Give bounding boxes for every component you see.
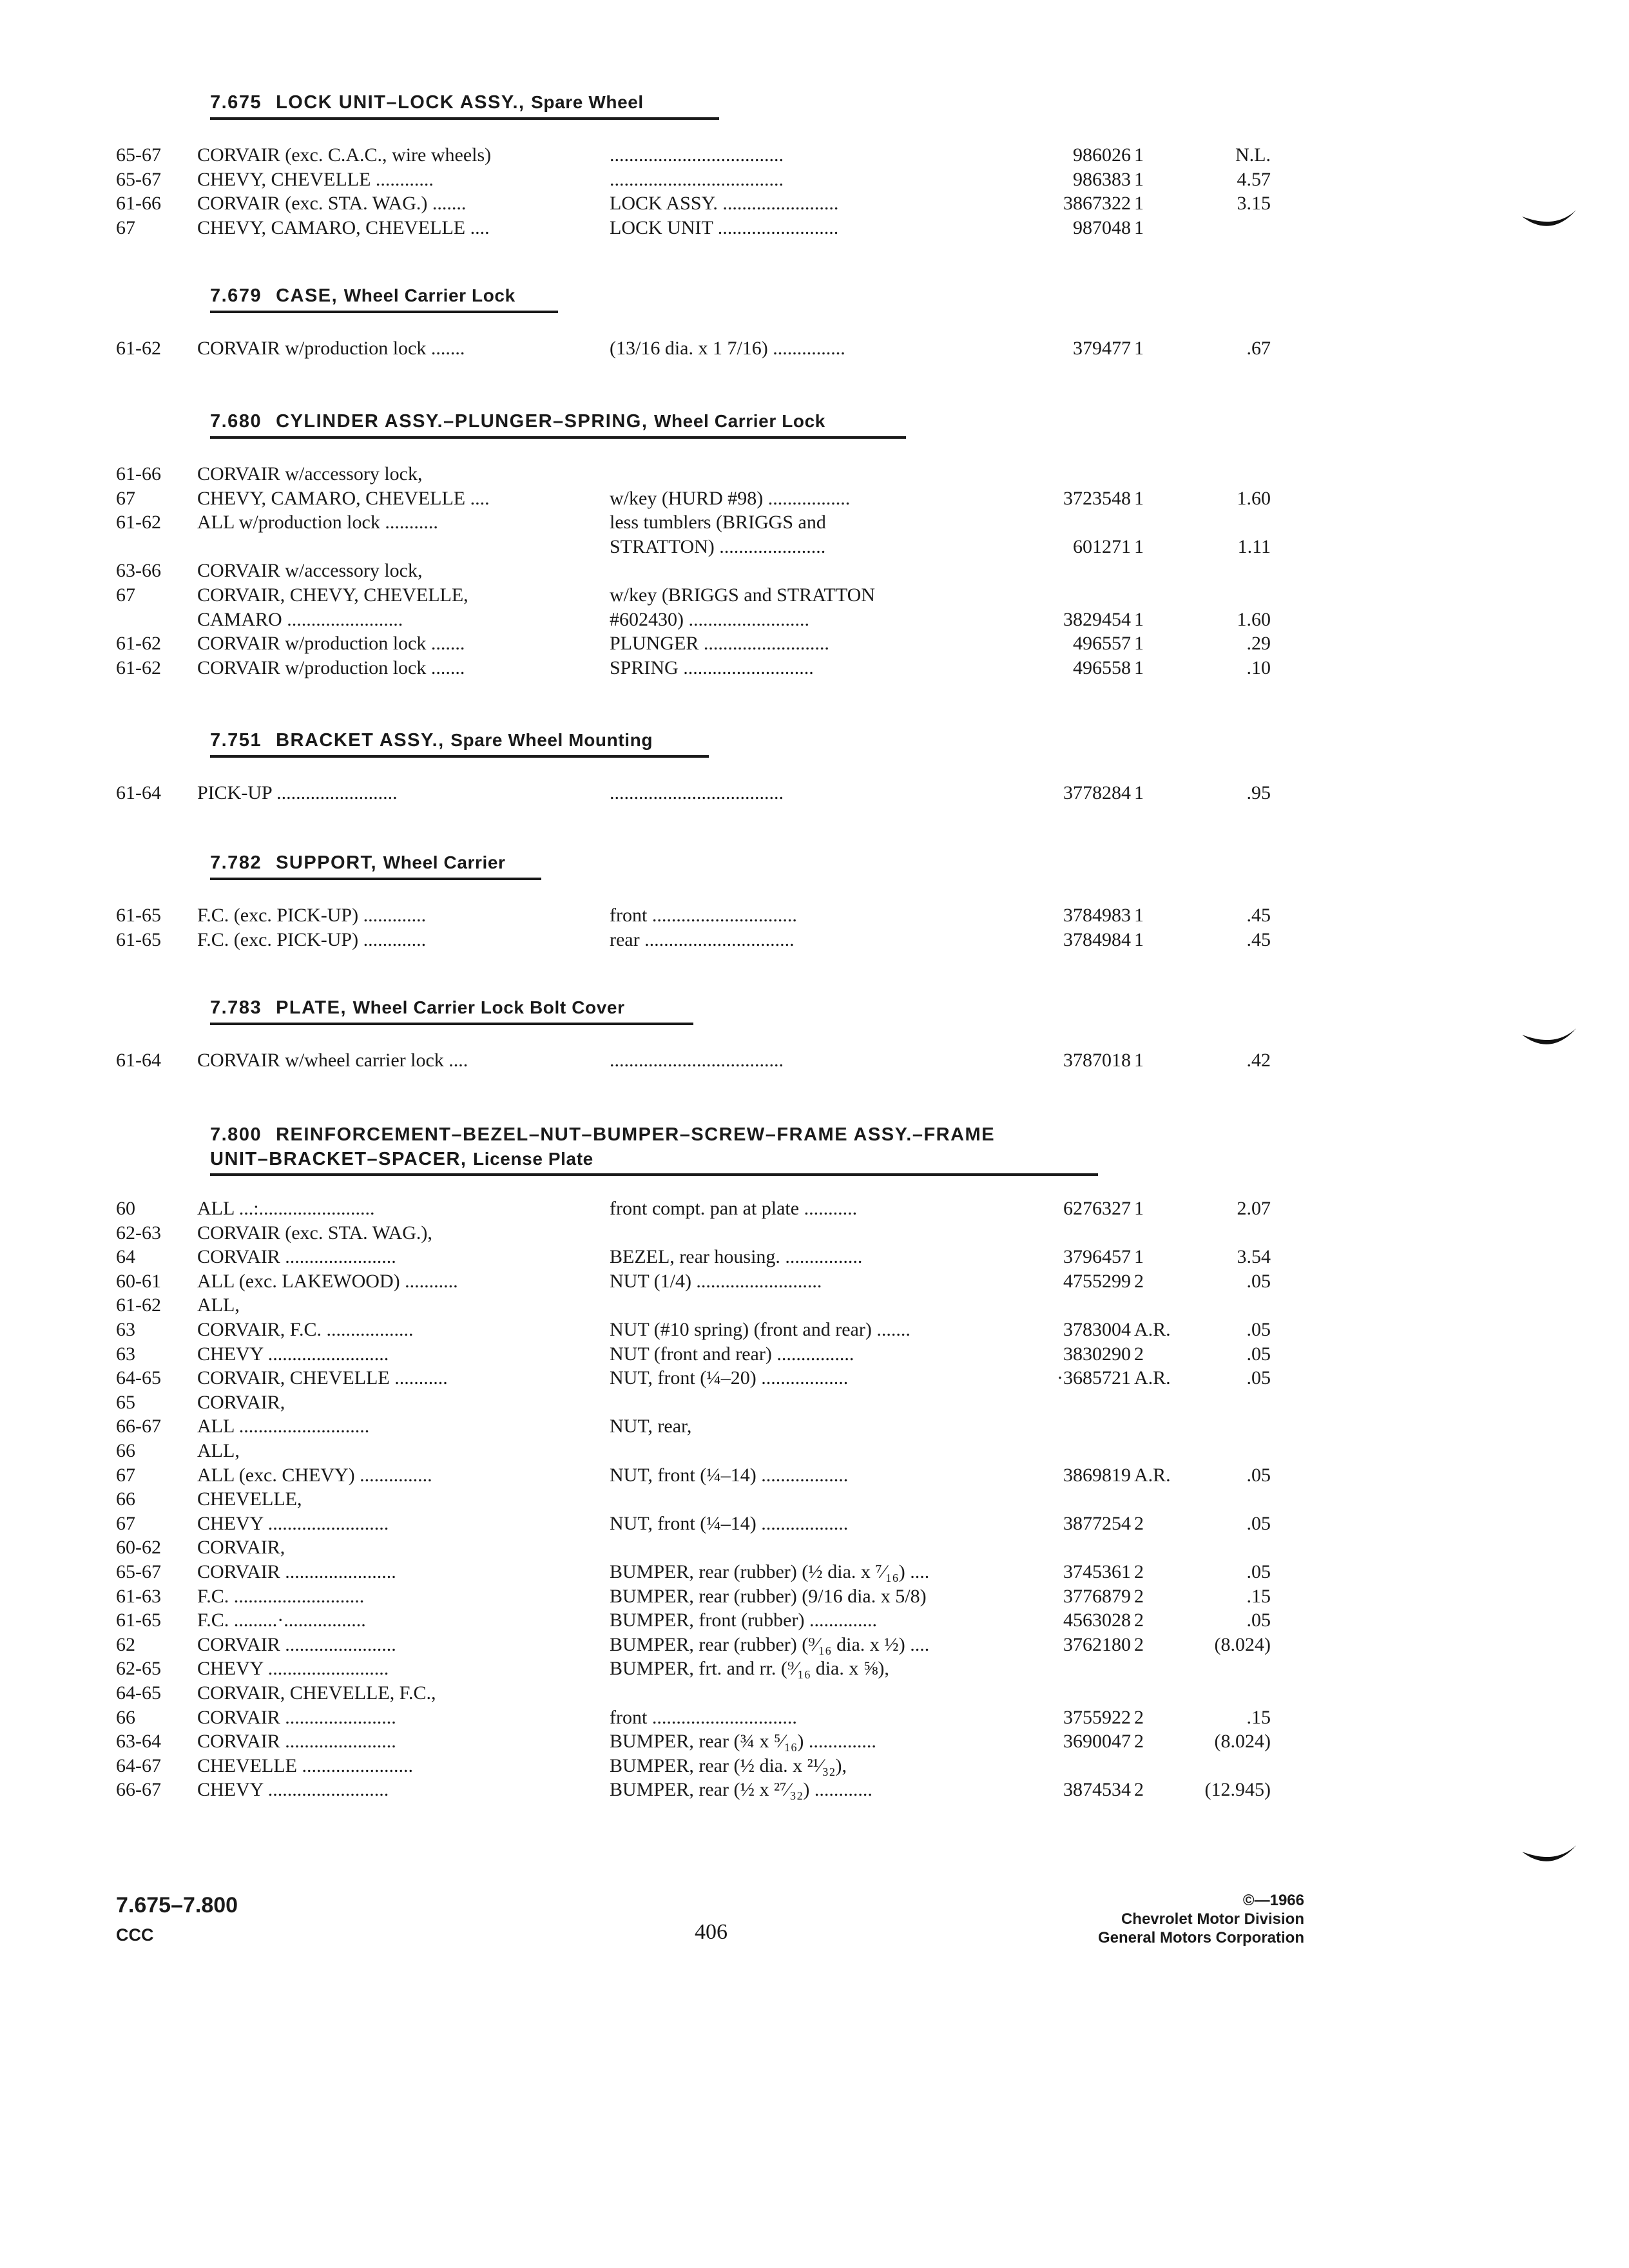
part-number: 3830290 [1063,1343,1131,1365]
model-year: 66 [116,1440,135,1461]
section-heading [210,850,506,875]
list-price: .95 [1246,782,1271,803]
model-year: 66-67 [116,1416,161,1437]
list-price: 3.54 [1237,1246,1271,1268]
part-description: NUT (1/4) .......................... [610,1270,822,1292]
parts-row [0,143,1629,168]
parts-row [0,1463,1629,1488]
vehicle-model: CHEVY ......................... [197,1343,389,1365]
parts-row [0,1754,1629,1778]
copyright: ©—1966 [1242,1892,1304,1909]
part-description: NUT (front and rear) ................ [610,1343,854,1365]
vehicle-model: CORVAIR, [197,1537,285,1559]
section-range: 7.675–7.800 [116,1893,238,1917]
section-heading [210,995,625,1020]
model-year: 61-65 [116,905,161,926]
quantity: A.R. [1134,1367,1171,1389]
part-number: 3877254 [1063,1512,1131,1534]
part-description: SPRING ........................... [610,657,814,678]
vehicle-model: CORVAIR ....................... [197,1561,396,1582]
section-heading [210,284,516,308]
parts-row [0,1560,1629,1584]
vehicle-model: CORVAIR, CHEVY, CHEVELLE, [197,584,468,606]
part-description: BUMPER, rear (½ dia. x ²¹⁄₃₂), [610,1754,847,1776]
vehicle-model: F.C. (exc. PICK-UP) ............. [197,928,427,950]
vehicle-model: CHEVY ......................... [197,1658,389,1680]
parts-row [0,1729,1629,1754]
part-number: 3796457 [1063,1246,1131,1268]
list-price: .05 [1246,1367,1271,1389]
vehicle-model: CHEVY, CAMARO, CHEVELLE .... [197,216,490,238]
quantity: 2 [1134,1633,1144,1655]
quantity: 2 [1134,1779,1144,1801]
model-year: 61-62 [116,338,161,359]
model-year: 61-64 [116,1050,161,1071]
part-description: w/key (BRIGGS and STRATTON [610,584,875,606]
section-title: CASE, [276,285,338,306]
model-year: 62-63 [116,1222,161,1244]
part-description: .................................... [610,782,784,803]
part-number: 3776879 [1063,1585,1131,1607]
model-year: 61-65 [116,1610,161,1631]
model-year: 63-64 [116,1731,161,1753]
model-year: 67 [116,487,135,509]
section-underline [210,117,719,120]
part-description: #602430) ......................... [610,608,809,630]
section-title: SUPPORT, [276,852,378,873]
parts-row [0,1487,1629,1512]
part-number: 986383 [1073,168,1131,190]
division: Chevrolet Motor Division [1121,1910,1304,1928]
parts-row [0,1439,1629,1463]
part-number: 3783004 [1063,1319,1131,1340]
section-number: 7.782 [210,852,262,873]
parts-row [0,1048,1629,1073]
section-subtitle: Wheel Carrier Lock [343,285,516,305]
list-price: .05 [1246,1610,1271,1631]
part-number: 3869819 [1063,1464,1131,1486]
parts-row [0,1633,1629,1657]
parts-row [0,781,1629,805]
section-title: REINFORCEMENT–BEZEL–NUT–BUMPER–SCREW–FRAME ASSY.–FRAME [276,1124,996,1145]
section-heading [210,409,825,434]
vehicle-model: CHEVY, CHEVELLE ............ [197,168,434,190]
quantity: 2 [1134,1610,1144,1631]
section-title: BRACKET ASSY., [276,730,445,751]
parts-row [0,1342,1629,1367]
part-number: 3867322 [1063,193,1131,215]
quantity: A.R. [1134,1319,1171,1340]
vehicle-model: CORVAIR w/wheel carrier lock .... [197,1050,468,1071]
quantity: 1 [1134,535,1144,557]
model-year: 61-66 [116,463,161,485]
model-year: 64-67 [116,1754,161,1776]
part-description: NUT, front (¼–14) .................. [610,1464,849,1486]
parts-row [0,1196,1629,1221]
quantity: 2 [1134,1343,1144,1365]
quantity: 1 [1134,487,1144,509]
section-number: 7.783 [210,997,262,1018]
model-year: 61-62 [116,512,161,533]
section-underline [210,1023,693,1025]
part-description: front .............................. [610,905,797,926]
parts-row [0,1657,1629,1681]
section-title-line2 [210,1147,995,1171]
quantity: 2 [1134,1561,1144,1582]
quantity: 1 [1134,193,1144,215]
section-subtitle: Spare Wheel [531,92,644,112]
part-description: PLUNGER .......................... [610,633,829,655]
model-year: 60 [116,1198,135,1219]
list-price: .05 [1246,1512,1271,1534]
part-description: LOCK ASSY. ........................ [610,193,839,215]
vehicle-model: PICK-UP ......................... [197,782,398,803]
vehicle-model: CORVAIR, CHEVELLE, F.C., [197,1682,436,1704]
model-year: 65-67 [116,1561,161,1582]
quantity: 1 [1134,338,1144,359]
section-number: 7.800 [210,1124,262,1145]
part-description: BUMPER, rear (rubber) (⁹⁄₁₆ dia. x ½) .... [610,1633,930,1655]
quantity: 1 [1134,1246,1144,1268]
list-price: (8.024) [1214,1633,1271,1655]
list-price: 1.11 [1237,535,1271,557]
part-number: 3690047 [1063,1731,1131,1753]
quantity: 2 [1134,1270,1144,1292]
corporation: General Motors Corporation [1097,1929,1304,1946]
model-year: 65-67 [116,144,161,166]
quantity: 1 [1134,216,1144,238]
binder-hole-mark [1521,205,1579,237]
parts-row [0,1535,1629,1560]
vehicle-model: ALL, [197,1440,240,1461]
part-number: 496558 [1073,657,1131,678]
model-year: 61-66 [116,193,161,215]
vehicle-model: CORVAIR ....................... [197,1633,396,1655]
part-description: BUMPER, front (rubber) .............. [610,1610,877,1631]
parts-row [0,1608,1629,1633]
part-description: w/key (HURD #98) ................. [610,487,851,509]
model-year: 67 [116,1464,135,1486]
parts-row [0,583,1629,608]
parts-row [0,608,1629,632]
parts-row [0,1681,1629,1706]
model-year: 64-65 [116,1367,161,1389]
parts-row [0,1414,1629,1439]
section-underline [210,755,709,758]
vehicle-model: F.C. ........................... [197,1585,365,1607]
vehicle-model: CHEVY, CAMARO, CHEVELLE .... [197,487,490,509]
part-description: .................................... [610,1050,784,1071]
list-price: .67 [1246,338,1271,359]
model-year: 63 [116,1319,135,1340]
list-price: .15 [1246,1585,1271,1607]
vehicle-model: CORVAIR w/accessory lock, [197,560,423,582]
section-underline [210,436,906,439]
part-description: front compt. pan at plate ........... [610,1198,858,1219]
section-subtitle: Spare Wheel Mounting [450,730,653,750]
list-price: .10 [1246,657,1271,678]
part-number: 379477 [1073,338,1131,359]
part-number: 3762180 [1063,1633,1131,1655]
parts-row [0,1293,1629,1318]
parts-row [0,486,1629,511]
quantity: 1 [1134,168,1144,190]
part-number: 601271 [1073,535,1131,557]
quantity: 1 [1134,905,1144,926]
part-number: 4755299 [1063,1270,1131,1292]
binder-hole-mark [1521,1840,1579,1872]
model-year: 61-62 [116,1294,161,1316]
part-description: NUT (#10 spring) (front and rear) ....... [610,1319,911,1340]
part-description: STRATTON) ...................... [610,535,826,557]
vehicle-model: CORVAIR (exc. STA. WAG.), [197,1222,432,1244]
model-year: 63 [116,1343,135,1365]
model-year: 62 [116,1633,135,1655]
parts-row [0,1706,1629,1730]
vehicle-model: F.C. .........·................. [197,1610,366,1631]
vehicle-model: ALL w/production lock ........... [197,512,438,533]
list-price: .45 [1246,905,1271,926]
quantity: 1 [1134,144,1144,166]
part-number: 3784983 [1063,905,1131,926]
part-number: 987048 [1073,216,1131,238]
part-number: 3745361 [1063,1561,1131,1582]
list-price: .05 [1246,1464,1271,1486]
part-number: 3755922 [1063,1706,1131,1728]
part-description: BUMPER, frt. and rr. (⁹⁄₁₆ dia. x ⅝), [610,1658,889,1680]
list-price: 1.60 [1237,487,1271,509]
list-price: .05 [1246,1270,1271,1292]
part-description: less tumblers (BRIGGS and [610,512,826,533]
section-title-continued: UNIT–BRACKET–SPACER, [210,1149,467,1169]
section-subtitle: Wheel Carrier Lock [653,411,825,431]
part-description: NUT, front (¼–20) .................. [610,1367,849,1389]
model-year: 60-61 [116,1270,161,1292]
part-description: front .............................. [610,1706,797,1728]
part-description: LOCK UNIT ......................... [610,216,839,238]
part-description: (13/16 dia. x 1 7/16) ............... [610,338,845,359]
parts-row [0,216,1629,240]
model-year: 67 [116,1512,135,1534]
vehicle-model: CORVAIR w/production lock ....... [197,657,465,678]
quantity: 2 [1134,1585,1144,1607]
parts-row [0,631,1629,656]
vehicle-model: CORVAIR w/accessory lock, [197,463,423,485]
parts-row [0,559,1629,583]
vehicle-model: ALL (exc. CHEVY) ............... [197,1464,432,1486]
parts-row [0,1245,1629,1269]
binder-hole-mark [1521,1023,1579,1055]
list-price: (12.945) [1204,1779,1271,1801]
vehicle-model: CORVAIR w/production lock ....... [197,338,465,359]
model-year: 62-65 [116,1658,161,1680]
model-year: 61-63 [116,1585,161,1607]
part-number: 986026 [1073,144,1131,166]
quantity: 2 [1134,1731,1144,1753]
list-price: .15 [1246,1706,1271,1728]
vehicle-model: ALL ........................... [197,1416,370,1437]
section-title: LOCK UNIT–LOCK ASSY., [276,92,525,113]
parts-row [0,1390,1629,1415]
part-number: 3723548 [1063,487,1131,509]
quantity: 1 [1134,633,1144,655]
model-year: 61-64 [116,782,161,803]
quantity: 1 [1134,782,1144,803]
part-description: BUMPER, rear (rubber) (9/16 dia. x 5/8) [610,1585,927,1607]
list-price: .42 [1246,1050,1271,1071]
part-number: 4563028 [1063,1610,1131,1631]
catalog-code: CCC [116,1925,154,1945]
parts-row [0,535,1629,559]
list-price: .05 [1246,1561,1271,1582]
list-price: 2.07 [1237,1198,1271,1219]
quantity: 2 [1134,1706,1144,1728]
part-number: 6276327 [1063,1198,1131,1219]
list-price: .05 [1246,1319,1271,1340]
vehicle-model: CAMARO ........................ [197,608,403,630]
vehicle-model: ALL, [197,1294,240,1316]
section-title: CYLINDER ASSY.–PLUNGER–SPRING, [276,411,648,432]
parts-row [0,336,1629,361]
model-year: 67 [116,584,135,606]
parts-row [0,903,1629,928]
quantity: 2 [1134,1512,1144,1534]
part-description: .................................... [610,144,784,166]
vehicle-model: CORVAIR (exc. STA. WAG.) ....... [197,193,467,215]
part-number: 496557 [1073,633,1131,655]
part-description: BUMPER, rear (rubber) (½ dia. x ⁷⁄₁₆) .... [610,1561,930,1582]
vehicle-model: CORVAIR, [197,1391,285,1413]
parts-row [0,1221,1629,1245]
list-price: N.L. [1235,144,1271,166]
vehicle-model: CORVAIR ....................... [197,1706,396,1728]
list-price: 4.57 [1237,168,1271,190]
model-year: 61-62 [116,657,161,678]
section-subtitle: Wheel Carrier Lock Bolt Cover [352,997,625,1017]
part-description: BUMPER, rear (¾ x ⁵⁄₁₆) .............. [610,1731,876,1753]
parts-row [0,1366,1629,1390]
model-year: 61-62 [116,633,161,655]
part-description: BUMPER, rear (½ x ²⁷⁄₃₂) ............ [610,1779,872,1801]
quantity: 1 [1134,1050,1144,1071]
model-year: 67 [116,216,135,238]
section-heading [210,728,653,753]
quantity: 1 [1134,657,1144,678]
section-subtitle: Wheel Carrier [383,852,506,872]
parts-row [0,928,1629,952]
part-number: 3787018 [1063,1050,1131,1071]
parts-row [0,1778,1629,1802]
vehicle-model: CORVAIR (exc. C.A.C., wire wheels) [197,144,492,166]
section-heading [210,90,644,115]
vehicle-model: CHEVY ......................... [197,1512,389,1534]
vehicle-model: CORVAIR ....................... [197,1246,396,1268]
section-subtitle: License Plate [473,1149,593,1169]
parts-row [0,1269,1629,1294]
section-title: PLATE, [276,997,347,1018]
model-year: 65 [116,1391,135,1413]
parts-row [0,1584,1629,1609]
list-price: (8.024) [1214,1731,1271,1753]
vehicle-model: ALL ...:........................ [197,1198,375,1219]
parts-row [0,1512,1629,1536]
vehicle-model: CORVAIR, CHEVELLE ........... [197,1367,448,1389]
model-year: 65-67 [116,168,161,190]
parts-row [0,462,1629,486]
model-year: 64-65 [116,1682,161,1704]
page-number: 406 [695,1920,728,1944]
part-number: 3784984 [1063,928,1131,950]
vehicle-model: CHEVELLE, [197,1488,302,1510]
part-description: .................................... [610,168,784,190]
vehicle-model: F.C. (exc. PICK-UP) ............. [197,905,427,926]
part-number: 3778284 [1063,782,1131,803]
section-number: 7.675 [210,92,262,113]
section-underline [210,878,541,880]
part-number: ·3685721 [1057,1367,1131,1389]
model-year: 63-66 [116,560,161,582]
model-year: 66 [116,1488,135,1510]
model-year: 64 [116,1246,135,1268]
part-number: 3829454 [1063,608,1131,630]
quantity: 1 [1134,608,1144,630]
publisher-block [1098,1891,1304,1947]
list-price: .05 [1246,1343,1271,1365]
vehicle-model: CHEVY ......................... [197,1779,389,1801]
parts-row [0,191,1629,216]
vehicle-model: CORVAIR, F.C. .................. [197,1319,414,1340]
part-description: NUT, rear, [610,1416,692,1437]
parts-row [0,168,1629,192]
list-price: 1.60 [1237,608,1271,630]
quantity: A.R. [1134,1464,1171,1486]
section-heading [210,1123,995,1171]
part-description: rear ............................... [610,928,795,950]
model-year: 60-62 [116,1537,161,1559]
parts-row [0,510,1629,535]
section-number: 7.751 [210,730,262,751]
vehicle-model: CORVAIR ....................... [197,1731,396,1753]
parts-row [0,1318,1629,1342]
section-underline [210,311,558,313]
model-year: 61-65 [116,928,161,950]
section-number: 7.679 [210,285,262,306]
list-price: .29 [1246,633,1271,655]
vehicle-model: CORVAIR w/production lock ....... [197,633,465,655]
part-description: NUT, front (¼–14) .................. [610,1512,849,1534]
vehicle-model: CHEVELLE ....................... [197,1754,413,1776]
quantity: 1 [1134,928,1144,950]
section-number: 7.680 [210,411,262,432]
list-price: .45 [1246,928,1271,950]
model-year: 66 [116,1706,135,1728]
part-description: BEZEL, rear housing. ................ [610,1246,863,1268]
section-underline [210,1173,1098,1176]
list-price: 3.15 [1237,193,1271,215]
vehicle-model: ALL (exc. LAKEWOOD) ........... [197,1270,458,1292]
model-year: 66-67 [116,1779,161,1801]
part-number: 3874534 [1063,1779,1131,1801]
quantity: 1 [1134,1198,1144,1219]
parts-row [0,656,1629,680]
